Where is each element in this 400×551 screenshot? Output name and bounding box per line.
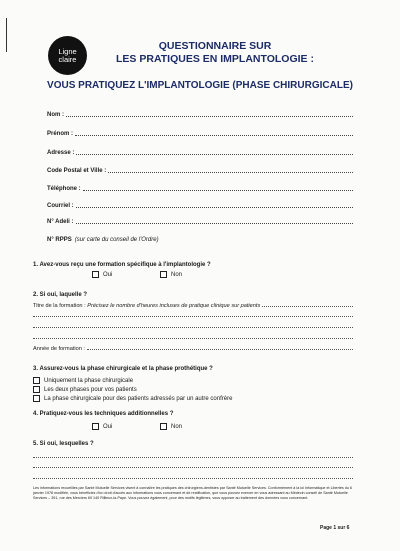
adresse-field[interactable] — [47, 147, 353, 156]
ligne-claire-logo — [48, 36, 87, 75]
question-2: 2. Si oui, laquelle ? — [33, 292, 88, 298]
adresse-label: Adresse : — [47, 150, 75, 156]
logo-line-2: claire — [58, 54, 77, 64]
q3-option-3[interactable] — [33, 395, 232, 402]
q3-option-2[interactable] — [33, 386, 137, 393]
formation-title-hint: Précisez le nombre d'heures incluses de pratique clinique sur patients — [87, 303, 261, 309]
prenom-line — [75, 134, 353, 136]
courriel-line — [76, 206, 353, 208]
question-5: 5. Si oui, lesquelles ? — [33, 441, 94, 447]
nom-line — [66, 115, 353, 117]
code-postal-label: Code Postal et Ville : — [47, 168, 107, 174]
q1-oui-option[interactable] — [92, 271, 112, 278]
formation-line-1[interactable] — [33, 316, 353, 317]
document-title-line-2: LES PRATIQUES EN IMPLANTOLOGIE : — [116, 53, 314, 65]
q4-non-checkbox[interactable] — [160, 423, 167, 430]
q1-non-label: Non — [171, 271, 183, 278]
formation-line-3[interactable] — [33, 338, 353, 339]
scan-edge-mark — [6, 18, 7, 52]
q4-oui-label: Oui — [103, 423, 113, 430]
q1-non-checkbox[interactable] — [160, 271, 167, 278]
courriel-label: Courriel : — [47, 203, 74, 209]
rpps-label: N° RPPS — [47, 237, 72, 243]
annee-formation-field[interactable] — [33, 346, 353, 352]
q1-oui-checkbox[interactable] — [92, 271, 99, 278]
telephone-field[interactable] — [47, 183, 353, 192]
nom-field[interactable] — [47, 109, 353, 118]
legal-footer: Les informations recueillies par Santé Mutuelle Services visent à connaître les pratiques des chirurgiens-dentistes par Santé Mutuelle Services. Conformément à la loi Informatique et Libertés du 6 janvier 1978 modifiée, vous bénéficiez d'un droit d'accès aux informations vous concernant et de rectification, que vous pouvez exercer en vous adressant au Médecin conseil de Santé Mutuelle Services – 391, rue des Merciers 69 140 Rillieux-la-Pape. Vous pouvez également, pour des motifs légitimes, vous opposer au traitement des données vous concernant. — [33, 486, 352, 500]
telephone-label: Téléphone : — [47, 186, 81, 192]
q4-non-label: Non — [171, 423, 183, 430]
annee-formation-line — [87, 346, 353, 350]
question-4: 4. Pratiquez-vous les techniques additionnelles ? — [33, 411, 174, 417]
q3-option-3-checkbox[interactable] — [33, 395, 40, 402]
question-1: 1. Avez-vous reçu une formation spécifique à l'implantologie ? — [33, 262, 211, 268]
question-3: 3. Assurez-vous la phase chirurgicale et la phase prothétique ? — [33, 366, 213, 372]
formation-title-field[interactable] — [33, 303, 353, 309]
prenom-field[interactable] — [47, 128, 353, 137]
q4-non-option[interactable] — [160, 423, 182, 430]
q3-option-3-label: La phase chirurgicale pour des patients adressés par un autre confrère — [44, 395, 233, 402]
q1-oui-label: Oui — [103, 271, 113, 278]
nom-label: Nom : — [47, 112, 64, 118]
code-postal-field[interactable] — [47, 165, 353, 174]
adresse-line — [76, 153, 353, 155]
q5-line-2[interactable] — [33, 467, 353, 468]
formation-line-2[interactable] — [33, 327, 353, 328]
logo-line-1: Ligne — [58, 46, 77, 56]
telephone-line — [83, 189, 353, 191]
rpps-field[interactable] — [47, 234, 353, 243]
q4-oui-option[interactable] — [92, 423, 112, 430]
formation-title-line — [262, 303, 353, 307]
adeli-label: N° Adeli : — [47, 219, 74, 225]
q1-non-option[interactable] — [160, 271, 182, 278]
rpps-hint: (sur carte du conseil de l'Ordre) — [74, 237, 159, 243]
adeli-field[interactable] — [47, 216, 353, 225]
q3-option-2-checkbox[interactable] — [33, 386, 40, 393]
adeli-line — [76, 222, 353, 224]
q3-option-1[interactable] — [33, 377, 133, 384]
q3-option-1-checkbox[interactable] — [33, 377, 40, 384]
document-title-line-1: QUESTIONNAIRE SUR — [158, 40, 272, 52]
q3-option-2-label: Les deux phases pour vos patients — [44, 386, 137, 393]
q5-line-3[interactable] — [33, 478, 353, 479]
code-postal-line — [108, 171, 353, 173]
q4-oui-checkbox[interactable] — [92, 423, 99, 430]
prenom-label: Prénom : — [47, 131, 74, 137]
q3-option-1-label: Uniquement la phase chirurgicale — [44, 377, 134, 384]
formation-title-label: Titre de la formation : — [33, 303, 86, 309]
annee-formation-label: Année de formation : — [33, 346, 85, 352]
q5-line-1[interactable] — [33, 457, 353, 458]
document-subtitle: VOUS PRATIQUEZ L'IMPLANTOLOGIE (PHASE CHIRURGICALE) — [47, 80, 353, 91]
courriel-field[interactable] — [47, 200, 353, 209]
page-number: Page 1 sur 6 — [320, 525, 350, 531]
